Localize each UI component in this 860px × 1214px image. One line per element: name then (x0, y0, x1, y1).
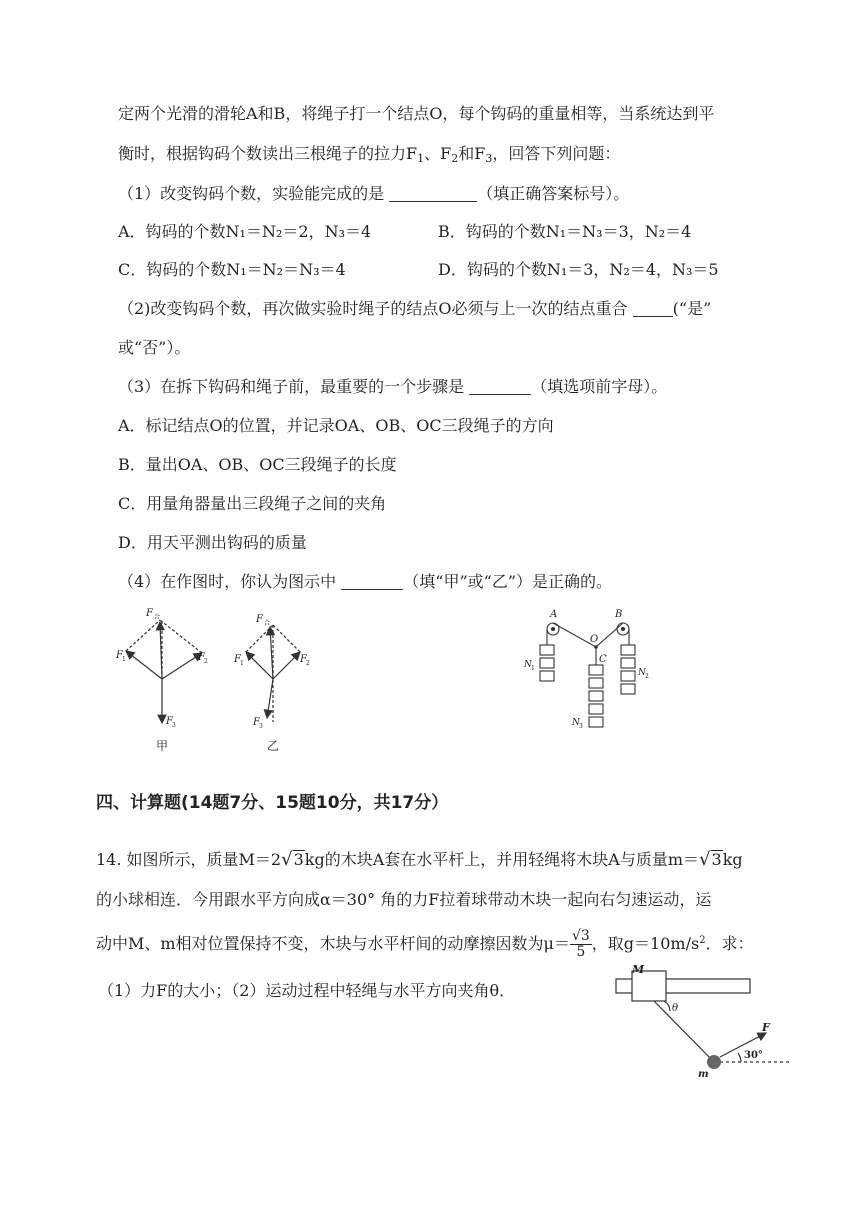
label-n3-sub: 3 (579, 723, 583, 730)
q14-line-1 (96, 849, 743, 871)
label-f-he: F (146, 608, 153, 619)
q4-stem (118, 571, 612, 593)
q4-stem-text: （填“甲”或“乙”）是正确的。 (403, 572, 613, 591)
label-a: A (550, 609, 558, 620)
label-small-m: m (698, 1069, 709, 1080)
subscript: 1 (417, 152, 425, 165)
label-yi-f3: F (253, 717, 260, 728)
label-force-f: F (762, 1021, 770, 1034)
q3-option-c: C．用量角器量出三段绳子之间的夹角 (118, 494, 387, 513)
label-big-m: M (632, 965, 645, 976)
label-c: C (599, 654, 607, 665)
subscript: 3 (485, 152, 493, 165)
q1-stem-text: （填正确答案标号）。 (477, 184, 630, 203)
fraction-numerator: √3 (571, 928, 590, 944)
answer-blank[interactable] (469, 378, 531, 395)
q1-option-a: A．钩码的个数N₁＝N₂＝2，N₃＝4 (118, 222, 372, 241)
q14-text: kg的木块A套在水平杆上，并用轻绳将木块A与质量m＝ (304, 850, 700, 869)
label-n2: N (638, 668, 646, 678)
caption-yi: 乙 (267, 739, 280, 753)
label-yi-f1-sub: 1 (240, 660, 244, 667)
q2-text: （2)改变钩码个数，再次做实验时绳子的结点O必须与上一次的结点重合 (118, 299, 633, 318)
label-f1: F (116, 650, 123, 661)
q14-line-4: （1）力F的大小；（2）运动过程中轻绳与水平方向夹角θ． (98, 981, 516, 1000)
label-o: O (590, 634, 599, 645)
label-f3: F (166, 716, 173, 727)
knot-o (594, 645, 598, 649)
q2-line-1 (118, 298, 711, 320)
intro-text: 和F (458, 144, 486, 163)
pulley-apparatus (510, 605, 670, 740)
q14-line-2: 的小球相连．今用跟水平方向成α＝30° 角的力F拉着球带动木块一起向右匀速运动，运 (96, 890, 712, 909)
force-diagrams (110, 600, 310, 760)
q3-option-a: A．标记结点O的位置，并记录OA、OB、OC三段绳子的方向 (118, 416, 554, 435)
q1-stem (118, 183, 629, 205)
radical-sign: √ (699, 849, 711, 870)
caption-jia: 甲 (156, 739, 169, 753)
sqrt-radicand: 3 (711, 850, 722, 869)
answer-blank[interactable] (633, 300, 673, 317)
label-yi-f3-sub: 3 (259, 723, 263, 730)
label-30-degree: 30° (744, 1050, 763, 1061)
subscript: 2 (451, 152, 459, 165)
answer-blank[interactable] (389, 185, 477, 202)
q14-figure (610, 965, 810, 1085)
q14-text: ．求： (705, 934, 754, 953)
label-yi-f2: F (300, 654, 307, 665)
intro-line-2 (118, 143, 620, 170)
label-yi-f-he: F (256, 614, 263, 625)
fraction-denominator: 5 (576, 944, 586, 960)
label-f2-sub: 2 (204, 658, 208, 665)
q1-stem-text: （1）改变钩码个数，实验能完成的是 (118, 184, 390, 203)
q4-stem-text: （4）在作图时，你认为图示中 (118, 572, 342, 591)
q14-text: 动中M、m相对位置保持不变，木块与水平杆间的动摩擦因数为μ＝ (96, 934, 570, 953)
mu-fraction (570, 929, 592, 960)
answer-blank[interactable] (341, 573, 403, 590)
diagram-jia (126, 620, 202, 723)
label-yi-f1: F (234, 654, 241, 665)
q14-text: kg (722, 850, 743, 869)
radical-sign: √ (281, 849, 293, 870)
label-n1-sub: 1 (531, 665, 535, 672)
superscript: 2 (699, 935, 706, 946)
q1-option-b: B．钩码的个数N₁＝N₃＝3，N₂＝4 (438, 222, 692, 241)
intro-line-1: 定两个光滑的滑轮A和B，将绳子打一个结点O，每个钩码的重量相等，当系统达到平 (118, 104, 715, 123)
q3-stem-text: （3）在拆下钩码和绳子前，最重要的一个步骤是 (118, 377, 470, 396)
label-n3: N (572, 718, 580, 728)
label-f3-sub: 3 (172, 722, 176, 729)
label-b: B (615, 609, 623, 620)
intro-text: 衡时，根据钩码个数读出三根绳子的拉力F (118, 144, 418, 163)
q14-text: ，取g＝10m/s (591, 934, 700, 953)
q14-text: 14. 如图所示，质量M＝2 (96, 850, 282, 869)
q14-line-3 (96, 929, 754, 960)
label-n1: N (524, 660, 532, 670)
q1-option-c: C．钩码的个数N₁＝N₂＝N₃＝4 (118, 260, 346, 279)
q3-option-d: D．用天平测出钩码的质量 (118, 533, 307, 552)
sqrt-radicand: 3 (293, 850, 304, 869)
q1-option-d: D．钩码的个数N₁＝3，N₂＝4，N₃＝5 (438, 260, 719, 279)
intro-text: 、F (424, 144, 452, 163)
q3-stem-text: （填选项前字母）。 (531, 377, 668, 396)
ball-m (707, 1055, 721, 1069)
label-f2: F (198, 652, 205, 663)
label-yi-f2-sub: 2 (306, 660, 310, 667)
section-heading: 四、计算题(14题7分、15题10分，共17分） (96, 793, 449, 813)
diagram-yi (246, 625, 300, 722)
label-yi-he: 合 (264, 620, 271, 627)
label-he: 合 (154, 614, 161, 621)
q3-option-b: B．量出OA、OB、OC三段绳子的长度 (118, 455, 397, 474)
label-f1-sub: 1 (122, 656, 126, 663)
q2-line-2: 或“否”）。 (118, 338, 191, 357)
label-n2-sub: 2 (645, 673, 649, 680)
label-theta: θ (672, 1003, 679, 1014)
q3-stem (118, 376, 667, 398)
intro-text: ，回答下列问题： (492, 144, 621, 163)
q2-text: (“是” (672, 299, 712, 318)
